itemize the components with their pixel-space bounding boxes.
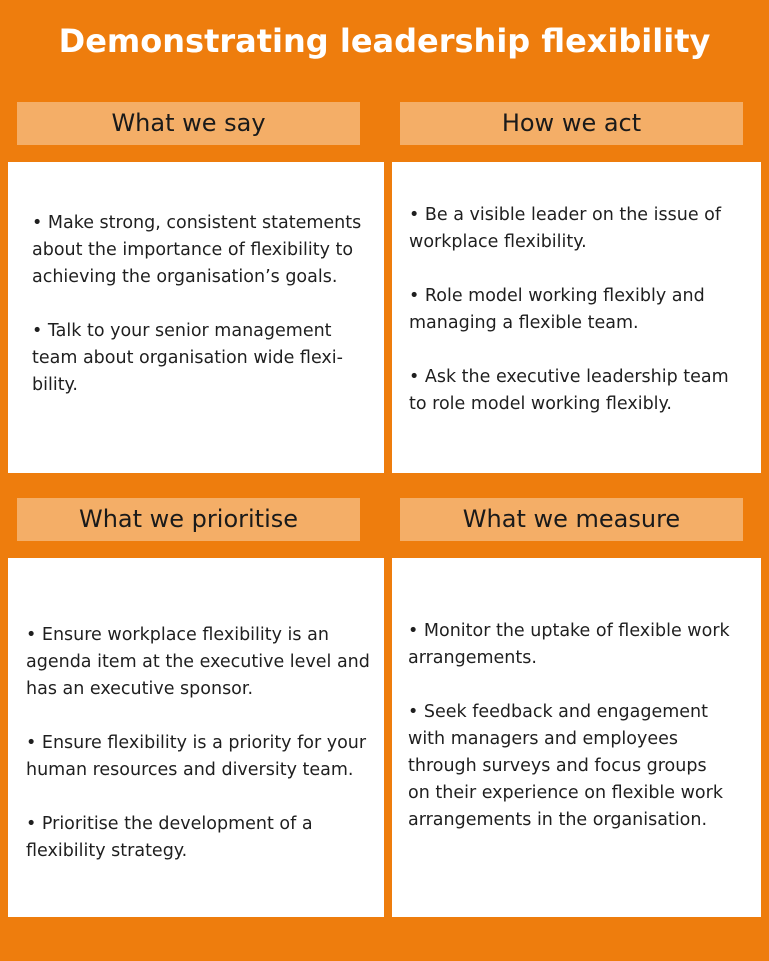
section-card-how-we-act: [392, 162, 761, 473]
page-title: Demonstrating leadership flexibility: [58, 22, 711, 60]
list-item: • Ensure workplace flexibility is an agenda item at the executive level and has an executive sponsor.: [26, 625, 370, 699]
list-item: • Be a visible leader on the issue of workplace flexibility.: [409, 205, 722, 252]
section-header-what-we-measure: What we measure: [400, 498, 743, 541]
list-item: • Seek feedback and engagement with managers and employees through surveys and focus groups on their experience on flexible work arrangements in the organisation.: [408, 702, 723, 830]
list-item: • Ensure flexibility is a priority for your human resources and diversity team.: [26, 733, 367, 780]
section-header-what-we-prioritise: What we prioritise: [17, 498, 360, 541]
list-item: • Prioritise the development of a flexibility strategy.: [26, 814, 313, 861]
list-item: • Role model working flexibly and managing a flexible team.: [409, 286, 705, 333]
list-item: • Talk to your senior management team about organisation wide flexi-bility.: [32, 321, 343, 395]
section-header-how-we-act: How we act: [400, 102, 743, 145]
list-item: • Ask the executive leadership team to role model working flexibly.: [409, 367, 729, 414]
section-header-what-we-say: What we say: [17, 102, 360, 145]
list-item: • Make strong, consistent statements about the importance of flexibility to achieving the organisation’s goals.: [32, 213, 362, 287]
section-card-what-we-prioritise: [8, 558, 384, 917]
section-card-what-we-measure: [392, 558, 761, 917]
section-card-what-we-say: [8, 162, 384, 473]
list-item: • Monitor the uptake of flexible work arrangements.: [408, 621, 730, 668]
